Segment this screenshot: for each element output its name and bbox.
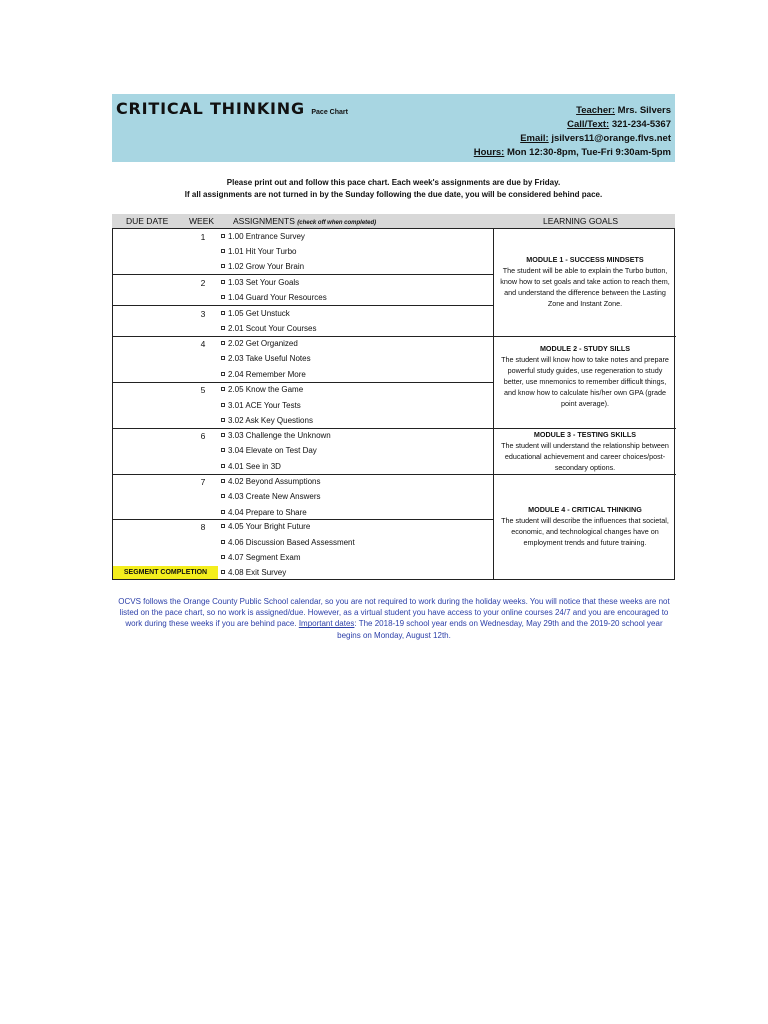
checkbox-icon[interactable] (221, 356, 225, 360)
assignment-label: 3.04 Elevate on Test Day (228, 446, 317, 455)
goal-text: The student will describe the influences that societal, economic, and technological changes have on employment trends and future training. (501, 516, 669, 547)
assignment-item[interactable] (221, 354, 311, 363)
intro-line-1: Please print out and follow this pace chart. Each week's assignments are due by Friday. (226, 178, 561, 187)
assignment-label: 2.01 Scout Your Courses (228, 324, 317, 333)
hours-line (474, 146, 671, 160)
contact-info (474, 104, 671, 160)
assignment-label: 4.03 Create New Answers (228, 492, 321, 501)
assignment-label: 1.05 Get Unstuck (228, 309, 290, 318)
row-divider (113, 474, 676, 475)
checkbox-icon[interactable] (221, 479, 225, 483)
checkbox-icon[interactable] (221, 295, 225, 299)
assignment-item[interactable] (221, 339, 298, 348)
week-number: 7 (200, 477, 206, 487)
footer-note (116, 596, 672, 641)
intro-line-2: If all assignments are not turned in by the Sunday following the due date, you will be considered behind pace. (184, 189, 603, 199)
row-divider (113, 519, 493, 520)
call-label: Call/Text: (567, 119, 610, 130)
checkbox-icon[interactable] (221, 555, 225, 559)
checkbox-icon[interactable] (221, 418, 225, 422)
header-assignments (233, 216, 376, 226)
checkbox-icon[interactable] (221, 448, 225, 452)
assignment-item[interactable] (221, 508, 307, 517)
checkbox-icon[interactable] (221, 433, 225, 437)
assignment-label: 4.06 Discussion Based Assessment (228, 538, 355, 547)
assignment-item[interactable] (221, 446, 317, 455)
assignment-label: 4.05 Your Bright Future (228, 522, 311, 531)
teacher-line (474, 104, 671, 118)
table-header (112, 214, 675, 229)
week-number: 1 (200, 232, 206, 242)
teacher-label: Teacher: (576, 105, 616, 116)
assignment-label: 3.03 Challenge the Unknown (228, 431, 331, 440)
week-number: 4 (200, 339, 206, 349)
week-number: 5 (200, 385, 206, 395)
goal-title: MODULE 4 - CRITICAL THINKING (528, 505, 642, 514)
title-block (116, 99, 348, 119)
assignment-label: 4.04 Prepare to Share (228, 508, 307, 517)
teacher-value: Mrs. Silvers (615, 105, 671, 116)
learning-goal-module-3 (494, 429, 676, 473)
row-divider (113, 336, 676, 337)
checkbox-icon[interactable] (221, 372, 225, 376)
goal-text: The student will know how to take notes and prepare powerful study guides, use regeneration to study better, use mnemonics to remember difficult things, and know how to calculate his/her own GPA (grade point average). (501, 355, 669, 408)
row-divider (113, 305, 493, 306)
header-due-date: DUE DATE (126, 216, 169, 226)
call-value: 321-234-5367 (609, 119, 671, 130)
assignment-label: 1.03 Set Your Goals (228, 278, 300, 287)
header-banner (112, 94, 675, 162)
assignment-label: 3.01 ACE Your Tests (228, 401, 301, 410)
email-value: jsilvers11@orange.flvs.net (548, 133, 671, 144)
important-dates-link[interactable]: Important dates (298, 619, 355, 629)
pace-table (112, 228, 675, 580)
assignment-item[interactable] (221, 293, 327, 302)
checkbox-icon[interactable] (221, 387, 225, 391)
assignment-label: 2.05 Know the Game (228, 385, 304, 394)
assignment-label: 2.04 Remember More (228, 370, 306, 379)
assignment-item[interactable] (221, 568, 286, 577)
goal-text: The student will be able to explain the Turbo button, know how to set goals and take action to reach them, and understand the difference between the Lasting Zone and Instant Zone. (500, 266, 670, 308)
header-assignments-label: ASSIGNMENTS (233, 216, 295, 226)
week-number: 8 (200, 522, 206, 532)
checkbox-icon[interactable] (221, 341, 225, 345)
checkbox-icon[interactable] (221, 249, 225, 253)
assignment-item[interactable] (221, 416, 313, 425)
checkbox-icon[interactable] (221, 326, 225, 330)
checkbox-icon[interactable] (221, 510, 225, 514)
learning-goal-module-2 (494, 343, 676, 409)
assignment-item[interactable] (221, 431, 331, 440)
assignment-label: 2.03 Take Useful Notes (228, 354, 311, 363)
assignment-item[interactable] (221, 232, 305, 241)
assignment-label: 1.04 Guard Your Resources (228, 293, 327, 302)
assignment-item[interactable] (221, 324, 317, 333)
page-title: CRITICAL THINKING (116, 99, 305, 118)
hours-value: Mon 12:30-8pm, Tue-Fri 9:30am-5pm (504, 147, 671, 158)
assignment-item[interactable] (221, 262, 304, 271)
goal-title: MODULE 2 - STUDY SILLS (539, 344, 631, 353)
assignment-label: 4.01 See in 3D (228, 462, 281, 471)
checkbox-icon[interactable] (221, 570, 225, 574)
assignment-item[interactable] (221, 309, 290, 318)
checkbox-icon[interactable] (221, 280, 225, 284)
checkbox-icon[interactable] (221, 494, 225, 498)
page-subtitle: Pace Chart (311, 109, 348, 116)
learning-goal-module-4 (494, 504, 676, 548)
checkbox-icon[interactable] (221, 464, 225, 468)
week-number: 2 (200, 278, 206, 288)
assignment-label: 1.00 Entrance Survey (228, 232, 305, 241)
goal-text: The student will understand the relationship between educational achievement and career choices/post-secondary options. (501, 441, 669, 472)
header-assignments-note: (check off when completed) (297, 220, 377, 226)
segment-completion-label: SEGMENT COMPLETION (113, 566, 218, 579)
email-line (474, 132, 671, 146)
assignment-item[interactable] (221, 553, 300, 562)
assignment-label: 1.01 Hit Your Turbo (228, 247, 297, 256)
assignment-item[interactable] (221, 522, 310, 531)
goal-title: MODULE 3 - TESTING SKILLS (533, 430, 637, 439)
checkbox-icon[interactable] (221, 234, 225, 238)
call-line (474, 118, 671, 132)
header-week: WEEK (189, 216, 215, 226)
header-learning-goals: LEARNING GOALS (543, 216, 619, 226)
learning-goal-module-1 (494, 254, 676, 309)
row-divider (113, 382, 493, 383)
assignment-item[interactable] (221, 462, 281, 471)
checkbox-icon[interactable] (221, 403, 225, 407)
assignment-label: 1.02 Grow Your Brain (228, 262, 305, 271)
assignment-item[interactable] (221, 477, 321, 486)
email-label: Email: (520, 133, 549, 144)
checkbox-icon[interactable] (221, 264, 225, 268)
assignment-label: 3.02 Ask Key Questions (228, 416, 313, 425)
row-divider (113, 274, 493, 275)
assignment-label: 4.07 Segment Exam (228, 553, 301, 562)
checkbox-icon[interactable] (221, 524, 225, 528)
checkbox-icon[interactable] (221, 540, 225, 544)
assignment-item[interactable] (221, 492, 321, 501)
footer-text-1: OCVS follows the Orange County Public School calendar, so you are not required to work during the holiday weeks. You will notice that these weeks are not listed on the pace chart, so no work is assigned/due. However, as a virtual student you have access to your online courses 24/7 and you are encouraged to work during these weeks if you are behind pace. (118, 597, 670, 629)
week-number: 6 (200, 431, 206, 441)
hours-label: Hours: (473, 147, 505, 158)
footer-text-2: : The 2018-19 school year ends on Wednesday, May 29th and the 2019-20 school year begins on Monday, August 12th. (337, 619, 663, 640)
assignment-item[interactable] (221, 370, 306, 379)
intro-text (112, 177, 675, 200)
assignment-item[interactable] (221, 278, 299, 287)
assignment-item[interactable] (221, 538, 355, 547)
week-number: 3 (200, 309, 206, 319)
assignment-label: 4.08 Exit Survey (228, 568, 287, 577)
assignment-item[interactable] (221, 401, 301, 410)
checkbox-icon[interactable] (221, 311, 225, 315)
assignment-label: 2.02 Get Organized (228, 339, 298, 348)
assignment-label: 4.02 Beyond Assumptions (228, 477, 321, 486)
assignment-item[interactable] (221, 247, 297, 256)
goal-title: MODULE 1 - SUCCESS MINDSETS (526, 255, 644, 264)
assignment-item[interactable] (221, 385, 303, 394)
